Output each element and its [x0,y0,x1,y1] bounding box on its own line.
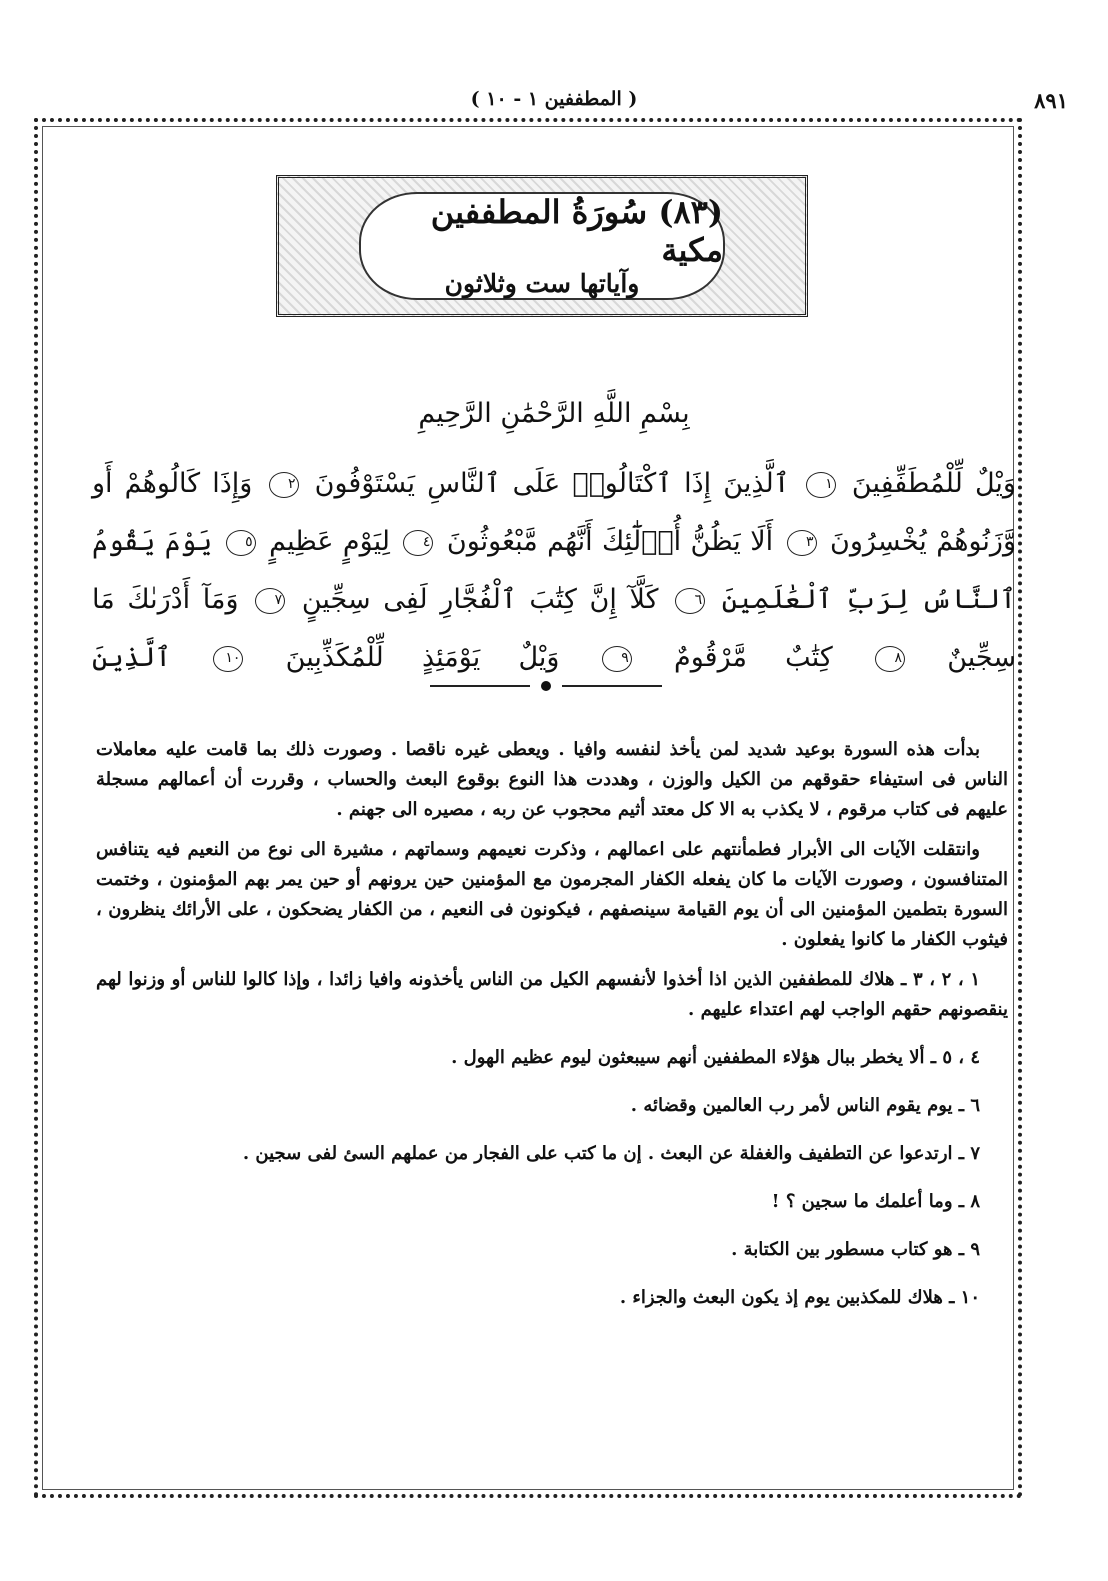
basmala: بِسْمِ اللَّهِ الرَّحْمَٰنِ الرَّحِيمِ [418,398,690,429]
running-head: ( المطففين ١ - ١٠ ) [470,88,638,110]
verse-gloss: ١٠ ـ هلاك للمكذبين يوم إذ يكون البعث والجزاء . [619,1287,980,1308]
verse-text: كِتَٰبٌ مَّرْقُومٌ [674,642,833,673]
verse-number-marker: ٣ [787,530,817,556]
verse-number-marker: ٧ [255,588,285,614]
verse-text: وَمَآ أَدْرَىٰكَ مَا سِجِّينٌ [92,584,1016,673]
verse-gloss: ٦ ـ يوم يقوم الناس لأمر رب العالمين وقضائه . [630,1095,980,1116]
verse-text: أَلَا يَظُنُّ أُو۟لَٰٓئِكَ أَنَّهُم مَّبْعُوثُونَ [446,526,774,557]
verse-number-marker: ١ [806,472,836,498]
verse-text: كَلَّآ إِنَّ كِتَٰبَ ٱلْفُجَّارِ لَفِى سِجِّينٍ [301,584,659,615]
surah-ayat-count: وآياتها ست وثلاثون [444,269,640,299]
verse-number-marker: ٢ [269,472,299,498]
separator-dot [541,681,551,691]
separator-rule [430,685,530,687]
verse-gloss: ٩ ـ هو كتاب مسطور بين الكتابة . [731,1239,980,1260]
verse-gloss: ٨ ـ وما أعلمك ما سجين ؟ ! [771,1191,980,1212]
verse-text: ٱلَّذِينَ إِذَا ٱكْتَالُوا۟ عَلَى ٱلنَّاسِ يَسْتَوْفُونَ [314,468,790,499]
separator-rule [562,685,662,687]
surah-title: (٨٣) سُورَةُ المطففين مكية [430,192,723,269]
verse-text: يَوْمَ يَقُومُ ٱلنَّاسُ لِرَبِّ ٱلْعَٰلَمِينَ [92,526,1016,615]
verse-number-marker: ٦ [675,588,705,614]
verse-text: وَيْلٌ يَوْمَئِذٍ لِّلْمُكَذِّبِينَ [285,642,560,673]
verse-gloss: ٧ ـ ارتدعوا عن التطفيف والغفلة عن البعث . إن ما كتب على الفجار من عملهم السئ لفى سجين . [242,1143,980,1164]
quran-verses [92,455,1016,687]
intro-paragraph: بدأت هذه السورة بوعيد شديد لمن يأخذ لنفسه وافيا . ويعطى غيره ناقصا . وصورت ذلك بما قامت عليه معاملات الناس فى استيفاء حقوقهم من الكيل والوزن ، وهددت هذا النوع بوقوع البعث والحساب ، وقررت أن أعمالهم مسجلة عليهم فى كتاب مرقوم ، لا يكذب به الا كل معتد أثيم محجوب عن ربه ، مصيره الى جهنم . [96,739,1008,820]
verse-text: وَيْلٌ لِّلْمُطَفِّفِينَ [851,468,1016,499]
verse-number-marker: ٤ [403,530,433,556]
cartouche-medallion [359,192,725,300]
verse-text: لِيَوْمٍ عَظِيمٍ [269,526,390,557]
verse-gloss: ٤ ، ٥ ـ ألا يخطر ببال هؤلاء المطففين أنهم سيبعثون ليوم عظيم الهول . [451,1047,980,1068]
verse-text: ٱلَّذِينَ [92,642,172,673]
page-number: ٨٩١ [1034,88,1068,113]
commentary [96,735,1008,1331]
verse-text: وَإِذَا كَالُوهُمْ أَو وَّزَنُوهُمْ يُخْسِرُونَ [92,468,1016,557]
verse-number-marker: ٨ [875,646,905,672]
verse-number-marker: ٥ [226,530,256,556]
intro-paragraph: وانتقلت الآيات الى الأبرار فطمأنتهم على اعمالهم ، وذكرت نعيمهم وسماتهم ، مشيرة الى نوع من النعيم فيه يتنافس المتنافسون ، وصورت الآيات ما كان يفعله الكفار المجرمون مع المؤمنين حين يرونهم أو حين يمر بهم المؤمنون ، وختمت السورة بتطمين المؤمنين الى أن يوم القيامة سينصفهم ، فيكونون فى النعيم ، من الكفار يضحكون ، على الأرائك ينظرون ، فيثوب الكفار ما كانوا يفعلون . [96,839,1008,950]
surah-title-cartouche [276,175,808,317]
verse-gloss: ١ ، ٢ ، ٣ ـ هلاك للمطففين الذين اذا أخذوا لأنفسهم الكيل من الناس يأخذونه وافيا زائدا ، وإذا كالوا للناس أو وزنوا لهم ينقصونهم حقهم الواجب لهم اعتداء عليهم . [96,969,1008,1020]
verse-number-marker: ٩ [602,646,632,672]
section-separator [430,681,662,691]
verse-number-marker: ١٠ [213,646,243,672]
